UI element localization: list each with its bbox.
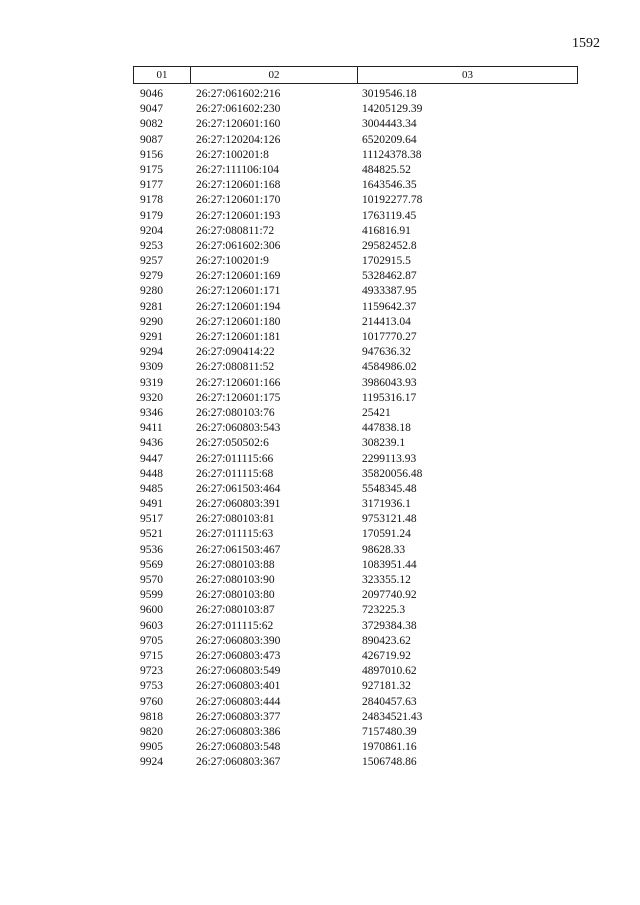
- cell-value: 447838.18: [362, 422, 411, 435]
- table-row: [0, 148, 640, 163]
- cell-value: 25421: [362, 406, 391, 419]
- cell-cadastral-number: 26:27:080103:81: [196, 513, 275, 526]
- cell-cadastral-number: 26:27:120601:160: [196, 118, 281, 131]
- cell-value: 3729384.38: [362, 619, 417, 632]
- table-body: [0, 87, 640, 770]
- cell-value: 416816.91: [362, 224, 411, 237]
- cell-id: 9309: [140, 361, 163, 374]
- cell-cadastral-number: 26:27:060803:444: [196, 695, 281, 708]
- cell-value: 5328462.87: [362, 270, 417, 283]
- cell-cadastral-number: 26:27:120601:169: [196, 270, 281, 283]
- table-row: [0, 102, 640, 117]
- cell-value: 1702915.5: [362, 255, 411, 268]
- cell-cadastral-number: 26:27:080811:72: [196, 224, 275, 237]
- table-row: [0, 345, 640, 360]
- table-row: [0, 740, 640, 755]
- cell-value: 1159642.37: [362, 300, 417, 313]
- column-header-03: 03: [462, 69, 473, 81]
- cell-value: 1195316.17: [362, 391, 417, 404]
- column-header-02: 02: [191, 67, 358, 83]
- cell-value: 10192277.78: [362, 194, 423, 207]
- cell-value: 484825.52: [362, 163, 411, 176]
- table-row: [0, 224, 640, 239]
- cell-cadastral-number: 26:27:120601:193: [196, 209, 281, 222]
- cell-value: 14205129.39: [362, 103, 423, 116]
- cell-cadastral-number: 26:27:120601:171: [196, 285, 281, 298]
- cell-cadastral-number: 26:27:120601:181: [196, 331, 281, 343]
- table-row: [0, 497, 640, 512]
- cell-value: 1506748.86: [362, 756, 417, 769]
- cell-id: 9536: [140, 543, 163, 556]
- table-row: [0, 452, 640, 467]
- table-row: [0, 679, 640, 694]
- table-row: [0, 710, 640, 725]
- cell-id: 9175: [140, 163, 163, 176]
- cell-cadastral-number: 26:27:120601:168: [196, 179, 281, 192]
- table-row: [0, 406, 640, 421]
- cell-id: 9253: [140, 239, 163, 252]
- table-row: [0, 573, 640, 588]
- cell-value: 4584986.02: [362, 361, 417, 374]
- cell-id: 9753: [140, 680, 163, 693]
- cell-id: 9820: [140, 725, 163, 738]
- table-row: [0, 239, 640, 254]
- cell-id: 9411: [140, 422, 163, 435]
- cell-id: 9281: [140, 300, 163, 313]
- cell-value: 5548345.48: [362, 482, 417, 495]
- cell-cadastral-number: 26:27:100201:8: [196, 148, 269, 161]
- cell-value: 947636.32: [362, 346, 411, 359]
- cell-value: 1643546.35: [362, 179, 417, 192]
- cell-value: 3171936.1: [362, 498, 411, 511]
- cell-id: 9723: [140, 665, 163, 678]
- cell-value: 323355.12: [362, 574, 411, 586]
- table-row: [0, 619, 640, 634]
- column-header-01: 01: [134, 67, 191, 83]
- table-row: [0, 467, 640, 482]
- cell-id: 9294: [140, 346, 163, 359]
- table-row: [0, 193, 640, 208]
- cell-id: 9291: [140, 331, 163, 343]
- cell-value: 308239.1: [362, 437, 406, 450]
- cell-cadastral-number: 26:27:080811:52: [196, 361, 275, 374]
- table-row: [0, 209, 640, 224]
- cell-value: 4933387.95: [362, 285, 417, 298]
- cell-value: 1970861.16: [362, 741, 417, 754]
- cell-id: 9046: [140, 88, 163, 100]
- cell-id: 9177: [140, 179, 163, 192]
- cell-value: 24834521.43: [362, 710, 423, 723]
- table-row: [0, 512, 640, 527]
- cell-id: 9491: [140, 498, 163, 511]
- cell-cadastral-number: 26:27:060803:377: [196, 710, 281, 723]
- cell-id: 9570: [140, 574, 163, 586]
- table-header: [133, 66, 578, 84]
- table-row: [0, 330, 640, 345]
- cell-cadastral-number: 26:27:100201:9: [196, 255, 269, 268]
- table-row: [0, 163, 640, 178]
- table-row: [0, 482, 640, 497]
- cell-id: 9569: [140, 558, 163, 571]
- cell-id: 9346: [140, 406, 163, 419]
- table-row: [0, 269, 640, 284]
- cell-cadastral-number: 26:27:090414:22: [196, 346, 275, 359]
- cell-cadastral-number: 26:27:060803:391: [196, 498, 281, 511]
- cell-value: 11124378.38: [362, 148, 422, 161]
- cell-cadastral-number: 26:27:080103:90: [196, 574, 275, 586]
- cell-id: 9603: [140, 619, 163, 632]
- cell-cadastral-number: 26:27:060803:390: [196, 634, 281, 647]
- cell-id: 9715: [140, 649, 163, 662]
- cell-cadastral-number: 26:27:061602:216: [196, 88, 281, 100]
- table-row: [0, 284, 640, 299]
- cell-value: 7157480.39: [362, 725, 417, 738]
- cell-cadastral-number: 26:27:120204:126: [196, 133, 281, 146]
- cell-cadastral-number: 26:27:060803:549: [196, 665, 281, 678]
- cell-id: 9156: [140, 148, 163, 161]
- table-row: [0, 725, 640, 740]
- cell-cadastral-number: 26:27:060803:367: [196, 756, 281, 769]
- cell-id: 9517: [140, 513, 163, 526]
- cell-value: 29582452.8: [362, 239, 417, 252]
- cell-id: 9818: [140, 710, 163, 723]
- cell-cadastral-number: 26:27:061503:464: [196, 482, 281, 495]
- cell-cadastral-number: 26:27:061602:306: [196, 239, 281, 252]
- cell-cadastral-number: 26:27:060803:543: [196, 422, 281, 435]
- table-row: [0, 178, 640, 193]
- cell-value: 1083951.44: [362, 558, 417, 571]
- cell-cadastral-number: 26:27:050502:6: [196, 437, 269, 450]
- cell-id: 9178: [140, 194, 163, 207]
- table-row: [0, 391, 640, 406]
- table-row: [0, 300, 640, 315]
- cell-value: 3004443.34: [362, 118, 417, 131]
- cell-value: 35820056.48: [362, 467, 423, 480]
- table-row: [0, 649, 640, 664]
- cell-value: 927181.32: [362, 680, 411, 693]
- cell-cadastral-number: 26:27:060803:401: [196, 680, 281, 693]
- cell-id: 9082: [140, 118, 163, 131]
- cell-id: 9436: [140, 437, 163, 450]
- cell-cadastral-number: 26:27:120601:180: [196, 315, 281, 328]
- cell-cadastral-number: 26:27:080103:87: [196, 604, 275, 617]
- cell-id: 9257: [140, 255, 163, 268]
- cell-id: 9290: [140, 315, 163, 328]
- cell-cadastral-number: 26:27:120601:194: [196, 300, 281, 313]
- table-row: [0, 695, 640, 710]
- table-row: [0, 558, 640, 573]
- table-row: [0, 254, 640, 269]
- cell-id: 9599: [140, 589, 163, 602]
- table-row: [0, 664, 640, 679]
- page-number: 1592: [572, 36, 600, 51]
- table-row: [0, 543, 640, 558]
- cell-value: 1017770.27: [362, 331, 417, 343]
- cell-id: 9924: [140, 756, 163, 769]
- cell-cadastral-number: 26:27:011115:63: [196, 528, 274, 541]
- cell-id: 9521: [140, 528, 163, 541]
- cell-id: 9280: [140, 285, 163, 298]
- cell-value: 3019546.18: [362, 88, 417, 100]
- cell-value: 170591.24: [362, 528, 411, 541]
- table-row: [0, 87, 640, 102]
- table-row: [0, 436, 640, 451]
- cell-value: 2840457.63: [362, 695, 417, 708]
- cell-id: 9705: [140, 634, 163, 647]
- cell-id: 9319: [140, 376, 163, 389]
- cell-value: 426719.92: [362, 649, 411, 662]
- cell-id: 9448: [140, 467, 163, 480]
- cell-value: 723225.3: [362, 604, 406, 617]
- cell-id: 9047: [140, 103, 163, 116]
- cell-cadastral-number: 26:27:060803:473: [196, 649, 281, 662]
- cell-value: 2097740.92: [362, 589, 417, 602]
- cell-cadastral-number: 26:27:060803:386: [196, 725, 281, 738]
- table-row: [0, 421, 640, 436]
- cell-value: 214413.04: [362, 315, 411, 328]
- table-row: [0, 527, 640, 542]
- cell-value: 98628.33: [362, 543, 406, 556]
- table-row: [0, 603, 640, 618]
- cell-value: 1763119.45: [362, 209, 417, 222]
- cell-id: 9447: [140, 452, 163, 465]
- cell-value: 9753121.48: [362, 513, 417, 526]
- cell-cadastral-number: 26:27:080103:88: [196, 558, 275, 571]
- cell-value: 6520209.64: [362, 133, 417, 146]
- cell-id: 9320: [140, 391, 163, 404]
- table-row: [0, 634, 640, 649]
- cell-cadastral-number: 26:27:080103:80: [196, 589, 275, 602]
- cell-id: 9760: [140, 695, 163, 708]
- table-row: [0, 315, 640, 330]
- cell-cadastral-number: 26:27:011115:66: [196, 452, 274, 465]
- cell-cadastral-number: 26:27:061503:467: [196, 543, 281, 556]
- cell-id: 9905: [140, 741, 163, 754]
- cell-cadastral-number: 26:27:060803:548: [196, 741, 281, 754]
- table-row: [0, 133, 640, 148]
- cell-cadastral-number: 26:27:120601:170: [196, 194, 281, 207]
- cell-value: 3986043.93: [362, 376, 417, 389]
- table-row: [0, 360, 640, 375]
- cell-cadastral-number: 26:27:080103:76: [196, 406, 275, 419]
- table-row: [0, 117, 640, 132]
- cell-id: 9204: [140, 224, 163, 237]
- cell-cadastral-number: 26:27:120601:166: [196, 376, 281, 389]
- cell-cadastral-number: 26:27:011115:62: [196, 619, 274, 632]
- cell-id: 9179: [140, 209, 163, 222]
- cell-id: 9279: [140, 270, 163, 283]
- cell-cadastral-number: 26:27:120601:175: [196, 391, 281, 404]
- cell-value: 890423.62: [362, 634, 411, 647]
- table-row: [0, 755, 640, 770]
- cell-id: 9485: [140, 482, 163, 495]
- cell-id: 9600: [140, 604, 163, 617]
- cell-cadastral-number: 26:27:061602:230: [196, 103, 281, 116]
- cell-id: 9087: [140, 133, 163, 146]
- table-row: [0, 588, 640, 603]
- cell-cadastral-number: 26:27:111106:104: [196, 163, 280, 176]
- cell-cadastral-number: 26:27:011115:68: [196, 467, 274, 480]
- table-row: [0, 376, 640, 391]
- cell-value: 4897010.62: [362, 665, 417, 678]
- cell-value: 2299113.93: [362, 452, 417, 465]
